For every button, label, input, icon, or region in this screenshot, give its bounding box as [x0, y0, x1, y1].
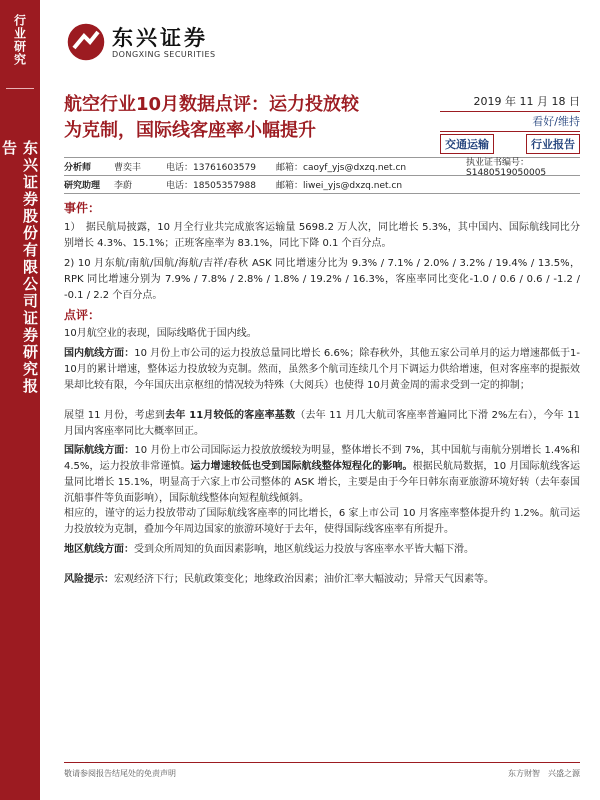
analyst-role: 分析师 [64, 163, 92, 173]
analyst-email: 邮箱：caoyf_yjs@dxzq.net.cn [276, 163, 407, 173]
outlook-post: （去年 11 月几大航司客座率普遍同比下滑 2%左右），今年 11 月国内客座率同比大概率回正。 [64, 410, 580, 437]
sidebar-divider [6, 88, 34, 89]
sidebar [0, 0, 40, 800]
sidebar-main [0, 140, 40, 400]
domestic-paragraph [64, 346, 580, 394]
analyst-cert: 执业证书编号：S1480519050005 [466, 158, 547, 178]
meta-divider-2 [440, 131, 580, 132]
international-label: 国际航线方面： [64, 445, 135, 456]
title-line-2: 为克制，国际线客座率小幅提升 [64, 120, 316, 141]
domestic-label: 国内航线方面： [64, 348, 135, 359]
analyst-phone: 电话：18505357988 [166, 181, 256, 191]
outlook-pre: 展望 11 月份，考虑到 [64, 410, 166, 421]
footer-divider [64, 762, 580, 763]
international-text-2: 根据民航局数据，10 月国际航线客运量同比增长 15.1%，明显高于六家上市公司整体的 ASK 增长，主要是由于今年日韩东南亚旅游环境好转（去年泰国沉船事件等负面影响），国际航线整体向短程航线倾斜。 [64, 461, 581, 504]
comment-intro: 10月航空业的表现，国际线略优于国内线。 [64, 328, 257, 339]
outlook-bold: 去年 11月较低的客座率基数 [165, 410, 296, 421]
rating: 看好/维持 [532, 115, 580, 128]
report-type-tag: 行业报告 [526, 134, 580, 154]
sidebar-top-label: 行业研究 [12, 14, 27, 66]
analyst-row [64, 157, 580, 178]
sidebar-top [0, 0, 40, 80]
event-heading: 事件： [64, 201, 101, 215]
event-paragraph-1: 1） 据民航局披露，10 月全行业共完成旅客运输量 5698.2 万人次，同比增长 5.3%，其中国内、国际航线同比分别增长 4.3%、15.1%；正班客座率为 83.1%，同比下降 0.1 个百分点。 [64, 222, 580, 249]
industry-tag: 交通运输 [440, 134, 494, 154]
footer-disclaimer: 敬请参阅报告结尾处的免责声明 [64, 769, 176, 778]
comment-heading: 点评： [64, 308, 101, 322]
meta-divider [440, 111, 580, 112]
sidebar-main-label: 东兴证券股份有限公司证券研究报告 [0, 140, 39, 395]
logo-english-name: DONGXING SECURITIES [112, 49, 216, 59]
company-logo [66, 22, 216, 62]
analyst-phone: 电话：13761603579 [166, 163, 256, 173]
analyst-role: 研究助理 [64, 181, 101, 191]
analyst-email: 邮箱：liwei_yjs@dxzq.net.cn [276, 181, 403, 191]
analyst-name: 李蔚 [114, 181, 133, 191]
regional-text: 受到众所周知的负面因素影响，地区航线运力投放与客座率水平皆大幅下滑。 [134, 544, 474, 555]
international-bold: 运力增速较低也受到国际航线整体短程化的影响。 [190, 461, 413, 472]
risk-paragraph [64, 572, 580, 588]
footer-slogan: 东方财智 兴盛之源 [508, 769, 580, 778]
logo-chinese-name: 东兴证券 [112, 25, 208, 50]
domestic-text: 10 月份上市公司的运力投放总量同比增长 6.6%；除春秋外，其他五家公司单月的运力增速都低于1-10月的累计增速，整体运力投放较为克制。然而，虽然多个航司连续几个月下调运力供给增速，但对客座率的提振效果却比较有限，今年国庆出京枢纽的情况较为特殊（大阅兵）也使得 10月黄金周的需求受到一定的抑制； [64, 348, 580, 391]
title-line-1: 航空行业10月数据点评：运力投放较 [64, 94, 360, 115]
logo-mark-icon [66, 22, 106, 62]
regional-label: 地区航线方面： [64, 544, 134, 555]
report-title [64, 92, 434, 144]
regional-paragraph [64, 542, 580, 558]
outlook-paragraph [64, 408, 580, 440]
report-meta [440, 94, 580, 154]
international-paragraph [64, 443, 580, 507]
analyst-table [64, 157, 580, 194]
international-paragraph-2: 相应的，谨守的运力投放带动了国际航线客座率的同比增长，6 家上市公司 10 月客座率整体提升约 1.2%。航司运力投放较为克制，叠加今年周边国家的旅游环境好于去年，使得国际线客座率有所提升。 [64, 508, 580, 535]
risk-label: 风险提示： [64, 574, 114, 585]
report-date: 2019 年 11 月 18 日 [473, 95, 580, 108]
analyst-name: 曹奕丰 [114, 163, 142, 173]
international-text-1: 10 月份上市公司国际运力投放放缓较为明显，整体增长不到 7%，其中国航与南航分别增长 1.4%和 4.5%，运力投放非常谨慎。 [64, 445, 581, 472]
event-paragraph-2: 2) 10 月东航/南航/国航/海航/吉祥/春秋 ASK 同比增速分比为 9.3% / 7.1% / 2.0% / 3.2% / 19.4% / 13.5%，RPK 同比增速分别为 7.9% / 7.8% / 2.8% / 1.8% / 19.2% / 16.3%，客座率同比变化-1.0 / 0.6 / 0.6 / -1.2 / -0.1 / 2.2 个百分点。 [64, 258, 580, 301]
risk-text: 宏观经济下行；民航政策变化；地缘政治因素；油价汇率大幅波动；异常天气因素等。 [114, 574, 494, 585]
